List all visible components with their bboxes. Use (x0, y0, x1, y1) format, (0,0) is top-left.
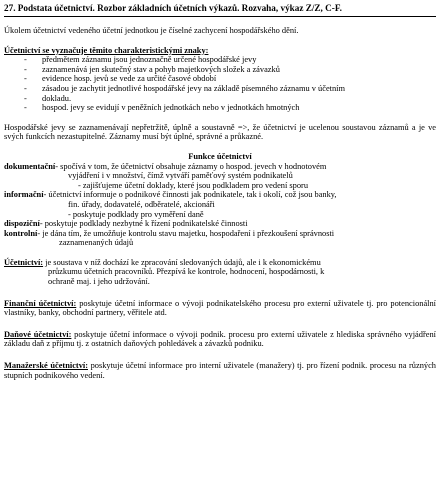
function-term: kontrolní (4, 228, 38, 238)
definition-continuation: průzkumu účetních pracovníků. Přezpívá ke kontrole, hodnocení, hospodárnosti, k (48, 267, 325, 277)
function-dispositional (4, 219, 436, 229)
definition-text: poskytuje účetní informace o vývoji podnik. procesu pro externí uživatele z hlediska správného vyjádření základu daň z příjmu tj. z ostatních daňových pohledávek a závazků podniku. (4, 329, 436, 349)
function-text: - spočívá v tom, že účetnictví obsahuje záznamy o hospod. jevech v hodnotovém (55, 161, 327, 171)
definition-continuation: ochraně maj. i jeho udržování. (48, 277, 150, 287)
function-continuation: - zajišťujeme účetní doklady, které jsou podkladem pro vedení sporu (78, 180, 309, 190)
function-informational (4, 190, 436, 200)
function-documentary (4, 162, 436, 172)
definition-ucetnictvi (4, 258, 436, 287)
functions-heading: Funkce účetnictví (188, 151, 252, 161)
definition-term: Finanční účetnictví: (4, 298, 77, 308)
definition-term: Účetnictví: (4, 257, 44, 267)
definition-text: je soustava v níž dochází ke zpracování sledovaných údajů, ale i k ekonomickému (43, 257, 321, 267)
function-term: dispoziční (4, 219, 40, 229)
features-heading: Účetnictví se vyznačuje těmito charakteristickými znaky: (4, 45, 209, 55)
function-continuation: - poskytuje podklady pro vyměření daně (68, 209, 204, 219)
feature-item: - dokladu. (4, 94, 436, 104)
definition-text: poskytuje účetní informace o vývoji podnikatelského procesu pro externí uživatele tj. pro potencionální vlastníky, banky, obchodní partnery, věřitele atd. (4, 298, 437, 318)
document-page (4, 3, 436, 380)
definition-term: Daňové účetnictví: (4, 329, 72, 339)
functions-section (4, 162, 436, 248)
feature-item: - zaznamenává jen skutečný stav a pohyb majetkových složek a závazků (4, 65, 436, 75)
feature-item: - zásadou je zachytit jednotlivé hospodářské jevy na základě písemného záznamu v účetním (4, 84, 436, 94)
definition-danove (4, 330, 436, 349)
function-control (4, 229, 436, 239)
feature-item: - hospod. jevy se evidují v peněžních jednotkách nebo v jednotkách hmotných (4, 103, 436, 113)
function-term: informační (4, 190, 44, 200)
feature-item: - evidence hosp. jevů se vede za určité časové období (4, 74, 436, 84)
function-continuation: vyjádření i v množství, čímž vytváří paměťový systém podnikatelů (68, 171, 293, 181)
features-list (4, 55, 436, 113)
intro-paragraph: Úkolem účetnictví vedeného účetní jednotkou je číselné zachycení hospodářského dění. (4, 26, 299, 35)
title-rule (4, 16, 436, 17)
feature-item: - předmětem záznamu jsou jednoznačně určené hospodářské jevy (4, 55, 436, 65)
function-text: - poskytuje podklady nezbytné k řízení podnikatelské činnosti (39, 219, 248, 229)
definition-manazerske (4, 361, 436, 380)
document-title: 27. Podstata účetnictví. Rozbor základních účetních výkazů. Rozvaha, výkaz Z/Z, C-F. (4, 3, 342, 13)
definition-term: Manažerské účetnictví: (4, 361, 88, 371)
continuity-paragraph: Hospodářské jevy se zaznamenávají nepřetržitě, úplně a soustavně =>, že účetnictví je ucelenou soustavou záznamů a je ve svých funkcích nezastupitelné. Záznamy musí být úplné, správné a průkazné. (4, 122, 436, 142)
definition-text: poskytuje účetní informace pro interní uživatele (manažery) tj. pro řízení podnik. procesu na různých stupních podnikového vedení. (4, 361, 436, 380)
definition-financni (4, 299, 436, 318)
function-text: - je dána tím, že umožňuje kontrolu stavu majetku, hospodaření i přezkoušení správnosti (37, 228, 335, 238)
function-continuation: zaznamenaných údajů (59, 238, 134, 248)
function-term: dokumentační (4, 161, 56, 171)
function-continuation: fin. úřady, dodavatelé, odběratelé, akcionáři (68, 199, 215, 209)
function-text: - účetnictví informuje o podnikové činnosti jak podnikatele, tak i okolí, což jsou banky, (43, 190, 337, 200)
